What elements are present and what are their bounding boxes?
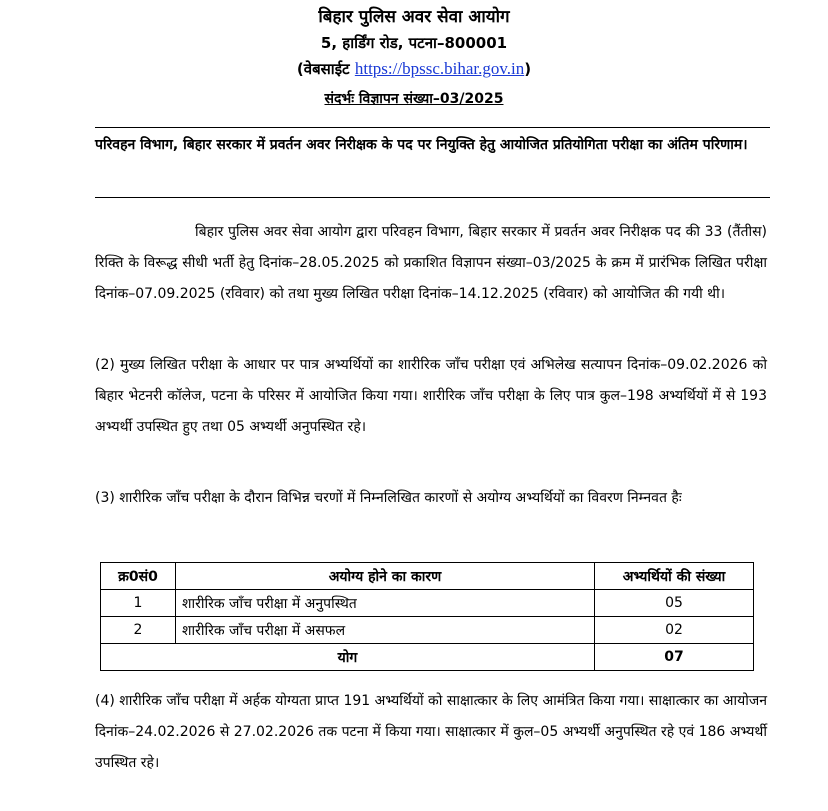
subject-heading: परिवहन विभाग, बिहार सरकार में प्रवर्तन अवर निरीक्षक के पद पर नियुक्ति हेतु आयोजित प्रतियोगिता परीक्षा का अंतिम परिणाम। (95, 137, 748, 153)
org-title: बिहार पुलिस अवर सेवा आयोग (318, 7, 510, 27)
row-count: 05 (595, 590, 754, 617)
row-serial: 1 (101, 590, 176, 617)
website-line (0, 59, 828, 79)
row-reason: शारीरिक जाँच परीक्षा में असफल (176, 617, 595, 644)
website-prefix: (वेबसाईट (296, 60, 350, 78)
divider-top (95, 127, 770, 128)
website-suffix: ) (524, 60, 532, 78)
reference-number: संदर्भः विज्ञापन संख्या–03/2025 (324, 91, 504, 107)
paragraph-1: बिहार पुलिस अवर सेवा आयोग द्वारा परिवहन विभाग, बिहार सरकार में प्रवर्तन अवर निरीक्षक पद की 33 (तैंतीस) रिक्ति के विरूद्ध सीधी भर्ती हेतु दिनांक–28.05.2025 को प्रकाशित विज्ञापन संख्या–03/2025 के क्रम में प्रारंभिक लिखित परीक्षा दिनांक–07.09.2025 (रविवार) को तथा मुख्य लिखित परीक्षा दिनांक–14.12.2025 (रविवार) को आयोजित की गयी थी। (95, 224, 767, 302)
paragraph-3: (3) शारीरिक जाँच परीक्षा के दौरान विभिन्न चरणों में निम्नलिखित कारणों से अयोग्य अभ्यर्थियों का विवरण निम्नवत हैः (95, 490, 682, 506)
paragraph-4: (4) शारीरिक जाँच परीक्षा में अर्हक योग्यता प्राप्त 191 अभ्यर्थियों को साक्षात्कार के लिए आमंत्रित किया गया। साक्षात्कार का आयोजन दिनांक–24.02.2026 से 27.02.2026 तक पटना में किया गया। साक्षात्कार में कुल–05 अभ्यर्थी अनुपस्थित रहे एवं 186 अभ्यर्थी उपस्थित रहे। (95, 693, 768, 771)
table-total-row (101, 644, 754, 671)
total-label: योग (101, 644, 595, 671)
table-row (101, 590, 754, 617)
disqualification-table (100, 562, 754, 671)
address: 5, हार्डिंग रोड, पटना–800001 (320, 34, 508, 52)
header-reason: अयोग्य होने का कारण (176, 563, 595, 590)
paragraph-2: (2) मुख्य लिखित परीक्षा के आधार पर पात्र अभ्यर्थियों का शारीरिक जाँच परीक्षा एवं अभिलेख सत्यापन दिनांक–09.02.2026 को बिहार भेटनरी कॉलेज, पटना के परिसर में आयोजित किया गया। शारीरिक जाँच परीक्षा के लिए पात्र कुल–198 अभ्यर्थियों में से 193 अभ्यर्थी उपस्थित हुए तथा 05 अभ्यर्थी अनुपस्थित रहे। (95, 357, 767, 435)
header-serial: क्र0सं0 (101, 563, 176, 590)
row-serial: 2 (101, 617, 176, 644)
reference-line (0, 89, 828, 108)
website-link[interactable]: https://bpssc.bihar.gov.in (354, 59, 525, 78)
row-count: 02 (595, 617, 754, 644)
header-count: अभ्यर्थियों की संख्या (595, 563, 754, 590)
table-header-row (101, 563, 754, 590)
total-value: 07 (595, 644, 754, 671)
divider-bottom (95, 197, 770, 198)
table-row (101, 617, 754, 644)
row-reason: शारीरिक जाँच परीक्षा में अनुपस्थित (176, 590, 595, 617)
